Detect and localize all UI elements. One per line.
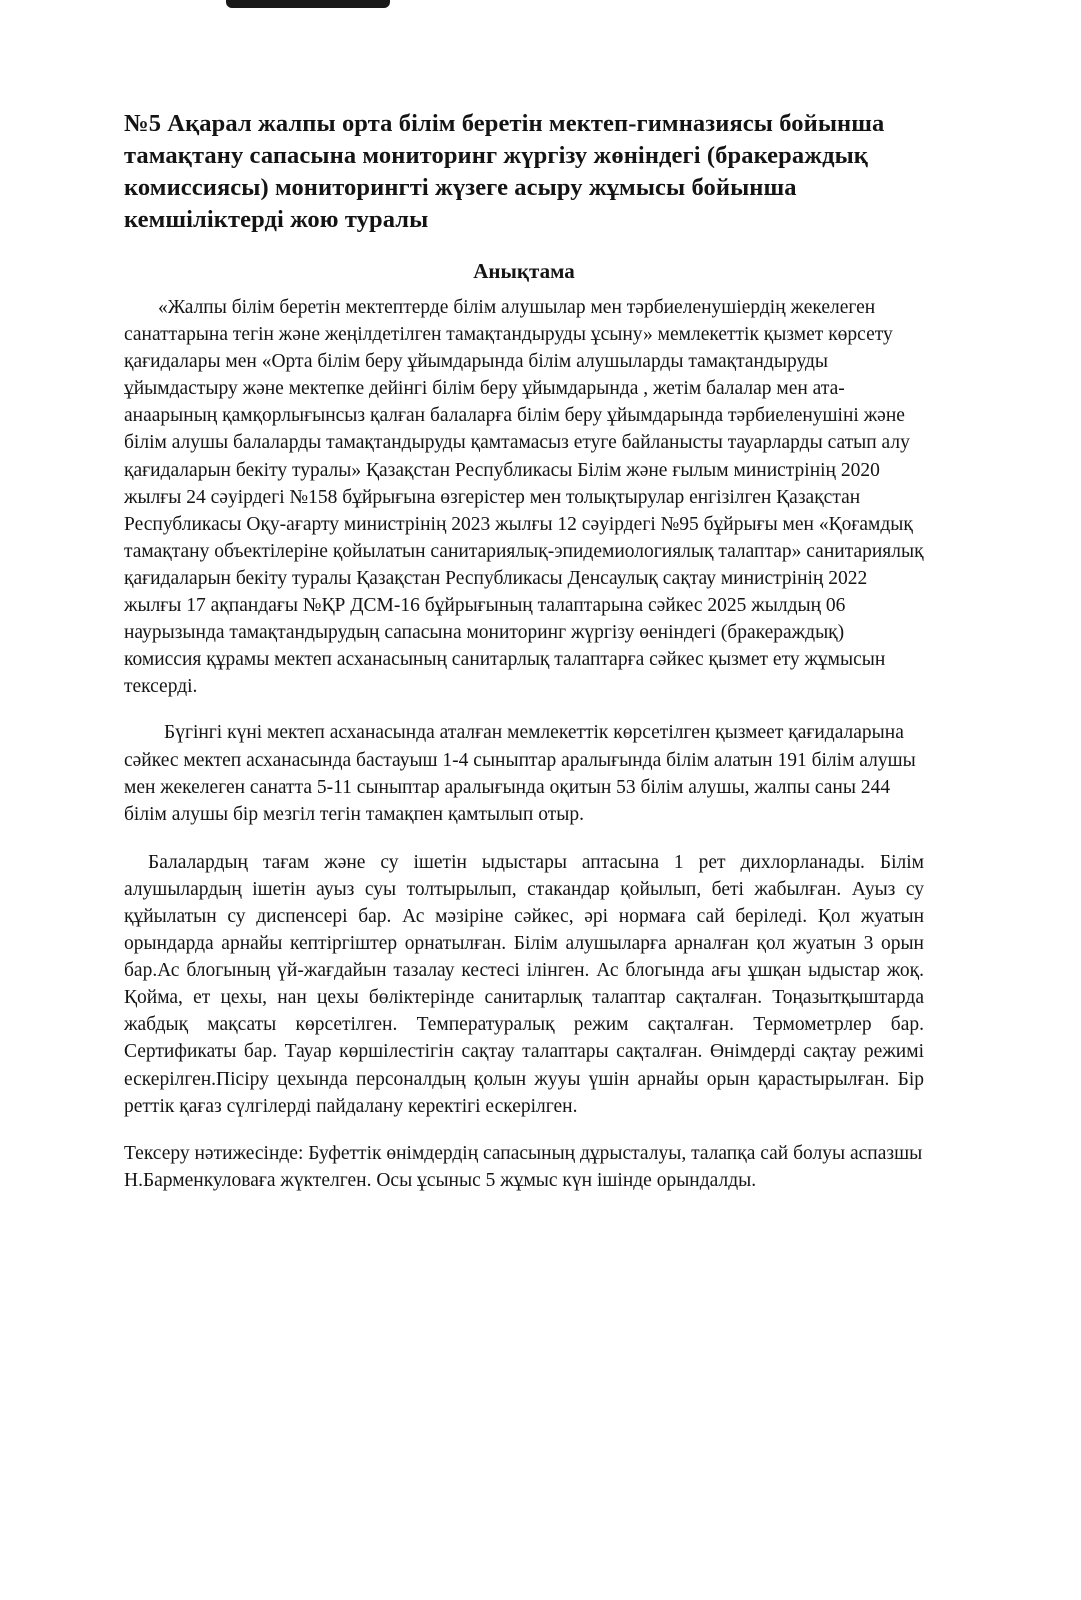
document-heading: Анықтама — [473, 259, 575, 283]
document-page — [124, 108, 924, 1194]
paragraph-inspection-result: Тексеру нәтижесінде: Буфеттік өнімдердің сапасының дұрысталуы, талапқа сай болуы аспазшы Н.Барменкуловаға жүктелген. Осы ұсыныс 5 жұмыс күн ішінде орындалды. — [124, 1142, 923, 1191]
scan-edge-mark — [226, 0, 390, 8]
document-title: №5 Ақарал жалпы орта білім беретін мектеп-гимназиясы бойынша тамақтану сапасына мониторинг жүргізу жөніндегі (бракераждық комиссиясы) мониторингті жүзеге асыру жұмысы бойынша кемшіліктерді жою туралы — [124, 110, 885, 233]
paragraph-students-count: Бүгінгі күні мектеп асханасында аталған мемлекеттік көрсетілген қызмеет қағидаларына сәйкес мектеп асханасында бастауыш 1-4 сыныптар аралығында білім алатын 191 білім алушы мен жекелеген санатта 5-11 сыныптар аралығында оқитын 53 білім алушы, жалпы саны 244 білім алушы бір мезгіл тегін тамақпен қамтылып отыр. — [124, 722, 916, 825]
paragraph-kitchen-conditions: Балалардың тағам және су ішетін ыдыстары аптасына 1 рет дихлорланады. Білім алушылардың ішетін ауыз суы толтырылып, стакандар қойылып, беті жабылған. Ауыз су құйылатын су диспенсері бар. Ас мәзіріне сәйкес, әрі нормаға сай беріледі. Қол жуатын орындарда арнайы кептіргіштер орнатылған. Білім алушыларға арналған қол жуатын 3 орын бар.Ас блогының үй-жағдайын тазалау кестесі ілінген. Ас блогында ағы ұшқан ыдыстар жоқ. Қойма, ет цехы, нан цехы бөліктерінде санитарлық талаптар сақталған. Тоңазытқыштарда жабдық мақсаты көрсетілген. Температуралық режим сақталған. Термометрлер бар. Сертификаты бар. Тауар көршілестігін сақтау талаптары сақталған. Өнімдерді сақтау режимі ескерілген.Пісіру цехында персоналдың қолын жууы үшін арнайы орын қарастырылған. Бір реттік қағаз сүлгілерді пайдалану керектігі ескерілген. — [124, 851, 924, 1117]
paragraph-regulations: «Жалпы білім беретін мектептерде білім алушылар мен тәрбиеленушіердің жекелеген санаттарына тегін және жеңілдетілген тамақтандыруды ұсыну» мемлекеттік қызмет көрсету қағидалары мен «Орта білім беру ұйымдарында білім алушыларды тамақтандыруды ұйымдастыру және мектепке дейінгі білім беру ұйымдарында , жетім балалар мен ата-анаарының қамқорлығынсыз қалған балаларға білім беру ұйымдарында тәрбиеленушіні және білім алушы балаларды тамақтандыруды қамтамасыз етуге байланысты тауарларды сатып алу қағидаларын бекіту туралы» Қазақстан Республикасы Білім және ғылым министрінің 2020 жылғы 24 сәуірдегі №158 бұйрығына өзгерістер мен толықтырулар енгізілген Қазақстан Республикасы Оқу-ағарту министрінің 2023 жылғы 12 сәуірдегі №95 бұйрығы мен «Қоғамдық тамақтану объектілеріне қойылатын санитариялық-эпидемиологиялық талаптар» санитариялық қағидаларын бекіту туралы Қазақстан Республикасы Денсаулық сақтау министрінің 2022 жылғы 17 ақпандағы №ҚР ДСМ-16 бұйрығының талаптарына сәйкес 2025 жылдың 06 наурызында тамақтандырудың сапасына мониторинг жүргізу өеніндегі (бракераждық) комиссия құрамы мектеп асханасының санитарлық талаптарға сәйкес қызмет ету жұмысын тексерді. — [124, 297, 924, 698]
